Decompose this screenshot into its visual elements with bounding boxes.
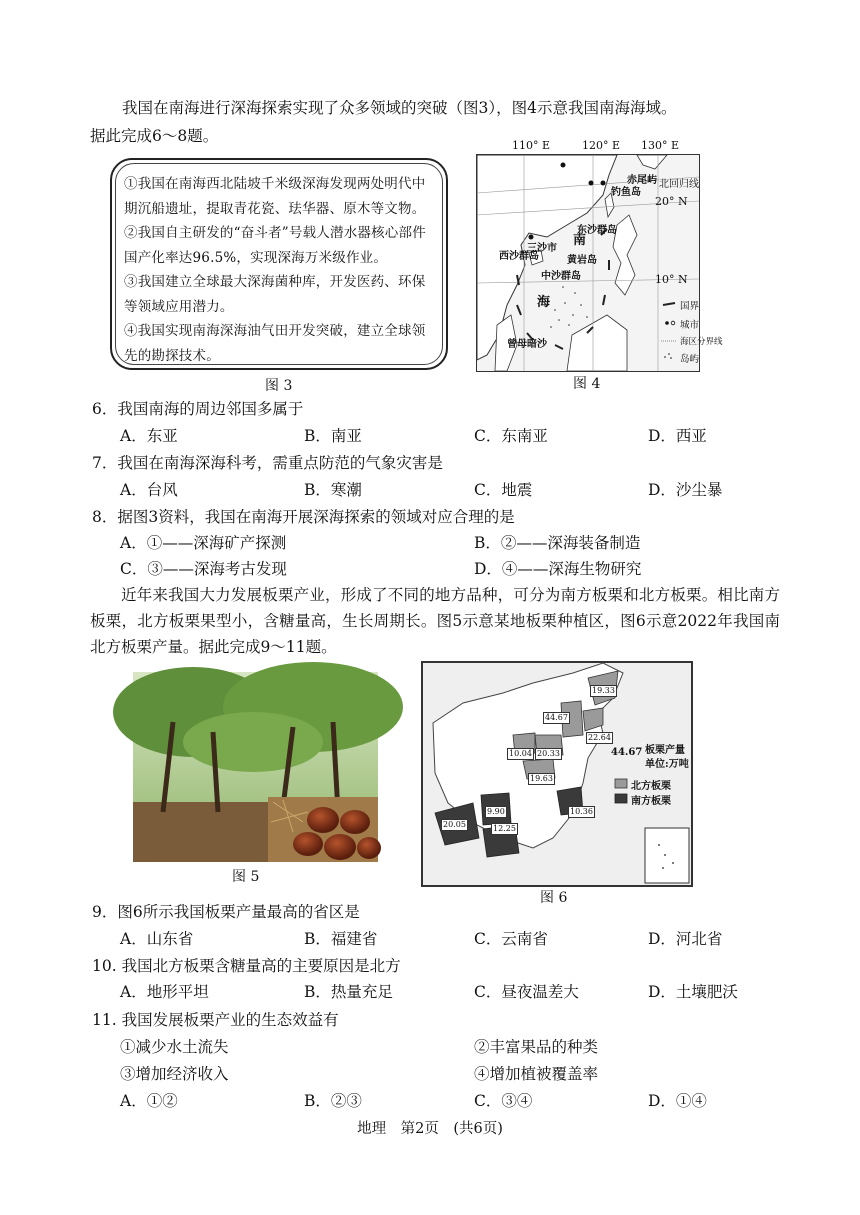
value-henan: 19.63 <box>530 774 553 783</box>
lon-120: 120° E <box>582 139 621 152</box>
q11-stem: 11. 我国发展板栗产业的生态效益有 <box>92 1011 339 1029</box>
figure-5-chestnut-orchard-photo <box>133 672 378 862</box>
value-northeast: 19.33 <box>592 686 615 695</box>
q7-option-c: C．地震 <box>474 481 533 499</box>
legend-border: 国界 <box>680 301 700 312</box>
value-yunnan: 20.05 <box>443 820 466 829</box>
q6-option-d: D．西亚 <box>648 427 707 445</box>
figure-4-caption: 图 4 <box>573 376 601 392</box>
figure-3-textbox <box>110 158 448 370</box>
q9-option-a: A．山东省 <box>120 930 194 948</box>
q11-statement-2: ②丰富果品的种类 <box>474 1038 599 1056</box>
value-hubei: 10.36 <box>570 807 593 816</box>
figure-4-south-china-sea-map <box>476 154 723 372</box>
label-sansha: 三沙市 <box>527 243 557 254</box>
label-huangyan: 黄岩岛 <box>567 255 597 266</box>
q9-option-b: B．福建省 <box>304 930 378 948</box>
label-hai: 海 <box>537 295 551 310</box>
q9-option-c: C．云南省 <box>474 930 548 948</box>
q6-stem: 6．我国南海的周边邻国多属于 <box>92 400 304 418</box>
q11-option-a: A．①② <box>120 1092 178 1110</box>
q9-stem: 9．图6所示我国板栗产量最高的省区是 <box>92 903 360 921</box>
fig3-item-4: ④我国实现南海深海油气田开发突破，建立全球领先的勘探技术。 <box>124 323 426 364</box>
value-shandong: 20.33 <box>537 749 560 758</box>
figure-3-caption: 图 3 <box>265 378 293 394</box>
q11-option-b: B．②③ <box>304 1092 362 1110</box>
figure-6-caption: 图 6 <box>540 890 568 906</box>
q7-option-d: D．沙尘暴 <box>648 481 723 499</box>
q9-option-d: D．河北省 <box>648 930 723 948</box>
lat-20: 20° N <box>655 195 688 208</box>
q11-statement-4: ④增加植被覆盖率 <box>474 1065 599 1083</box>
china-chestnut-map-svg <box>423 663 691 885</box>
q7-option-b: B．寒潮 <box>304 481 362 499</box>
q7-stem: 7．我国在南海深海科考，需重点防范的气象灾害是 <box>92 454 443 472</box>
q11-option-d: D．①④ <box>648 1092 707 1110</box>
lat-10: 10° N <box>655 273 688 286</box>
label-xisha: 西沙群岛 <box>499 251 539 262</box>
legend-city: 城市 <box>680 320 700 331</box>
q10-option-c: C．昼夜温差大 <box>474 983 579 1001</box>
legend-title-production: 板栗产量 <box>645 745 685 756</box>
legend-south-chestnut: 南方板栗 <box>631 796 671 807</box>
q10-option-d: D．土壤肥沃 <box>648 983 738 1001</box>
q11-option-c: C．③④ <box>474 1092 533 1110</box>
legend-boundary: 海区分界线 <box>680 337 723 347</box>
intro1-line2: 据此完成6～8题。 <box>90 127 219 145</box>
label-zhongsha: 中沙群岛 <box>541 271 581 282</box>
q10-option-a: A．地形平坦 <box>120 983 209 1001</box>
label-diaoyu: 钓鱼岛 <box>611 187 641 198</box>
figure-5-caption: 图 5 <box>232 869 260 885</box>
legend-title-unit: 单位:万吨 <box>645 759 689 770</box>
fig3-item-2: ②我国自主研发的“奋斗者”号载人潜水器核心部件国产化率达96.5%，实现深海万米级作业。 <box>124 225 426 266</box>
q6-option-c: C．东南亚 <box>474 427 548 445</box>
q6-option-b: B．南亚 <box>304 427 362 445</box>
q11-statement-1: ①减少水土流失 <box>120 1038 229 1056</box>
label-zengmu: 曾母暗沙 <box>507 339 547 350</box>
q8-option-c: C．③——深海考古发现 <box>120 560 287 578</box>
legend-sample-value: 44.67 <box>611 747 643 758</box>
legend-island: 岛屿 <box>680 354 700 365</box>
value-shanxi: 10.04 <box>509 749 532 758</box>
q10-option-b: B．热量充足 <box>304 983 393 1001</box>
q10-stem: 10. 我国北方板栗含糖量高的主要原因是北方 <box>92 957 401 975</box>
label-tropic: 北回归线 <box>659 179 699 190</box>
fig3-item-1: ①我国在南海西北陆坡千米级深海发现两处明代中期沉船遗址，提取青花瓷、珐华器、原木等文物。 <box>124 176 426 217</box>
q11-statement-3: ③增加经济收入 <box>120 1065 229 1083</box>
q8-option-a: A．①——深海矿产探测 <box>120 534 287 552</box>
chestnut-orchard-illustration <box>133 672 378 862</box>
value-liaoning: 22.64 <box>588 733 611 742</box>
label-nan: 南 <box>573 233 587 248</box>
value-guizhou: 9.90 <box>487 807 505 816</box>
page-footer: 地理 第2页 (共6页) <box>357 1121 503 1137</box>
lon-110: 110° E <box>512 139 551 152</box>
fig3-item-3: ③我国建立全球最大深海菌种库，开发医药、环保等领域应用潜力。 <box>124 274 426 315</box>
q8-option-d: D．④——深海生物研究 <box>474 560 642 578</box>
figure-6-chestnut-production-map <box>421 661 693 887</box>
label-dongsha: 东沙群岛 <box>577 225 617 236</box>
label-chiwei: 赤尾屿 <box>627 175 657 186</box>
lon-130: 130° E <box>641 139 680 152</box>
q8-option-b: B．②——深海装备制造 <box>474 534 641 552</box>
intro2-paragraph: 近年来我国大力发展板栗产业，形成了不同的地方品种，可分为南方板栗和北方板栗。相比南方板栗，北方板栗果型小，含糖量高，生长周期长。图5示意某地板栗种植区，图6示意2022年我国南北方板栗产量。据此完成9～11题。 <box>90 586 780 656</box>
q7-option-a: A．台风 <box>120 481 178 499</box>
value-guangxi: 12.25 <box>493 824 516 833</box>
legend-north-chestnut: 北方板栗 <box>631 781 671 792</box>
q8-stem: 8．据图3资料，我国在南海开展深海探索的领域对应合理的是 <box>92 508 515 526</box>
value-hebei: 44.67 <box>545 713 568 722</box>
q6-option-a: A．东亚 <box>120 427 178 445</box>
intro1-line1: 我国在南海进行深海探索实现了众多领域的突破（图3），图4示意我国南海海域。 <box>122 99 677 117</box>
